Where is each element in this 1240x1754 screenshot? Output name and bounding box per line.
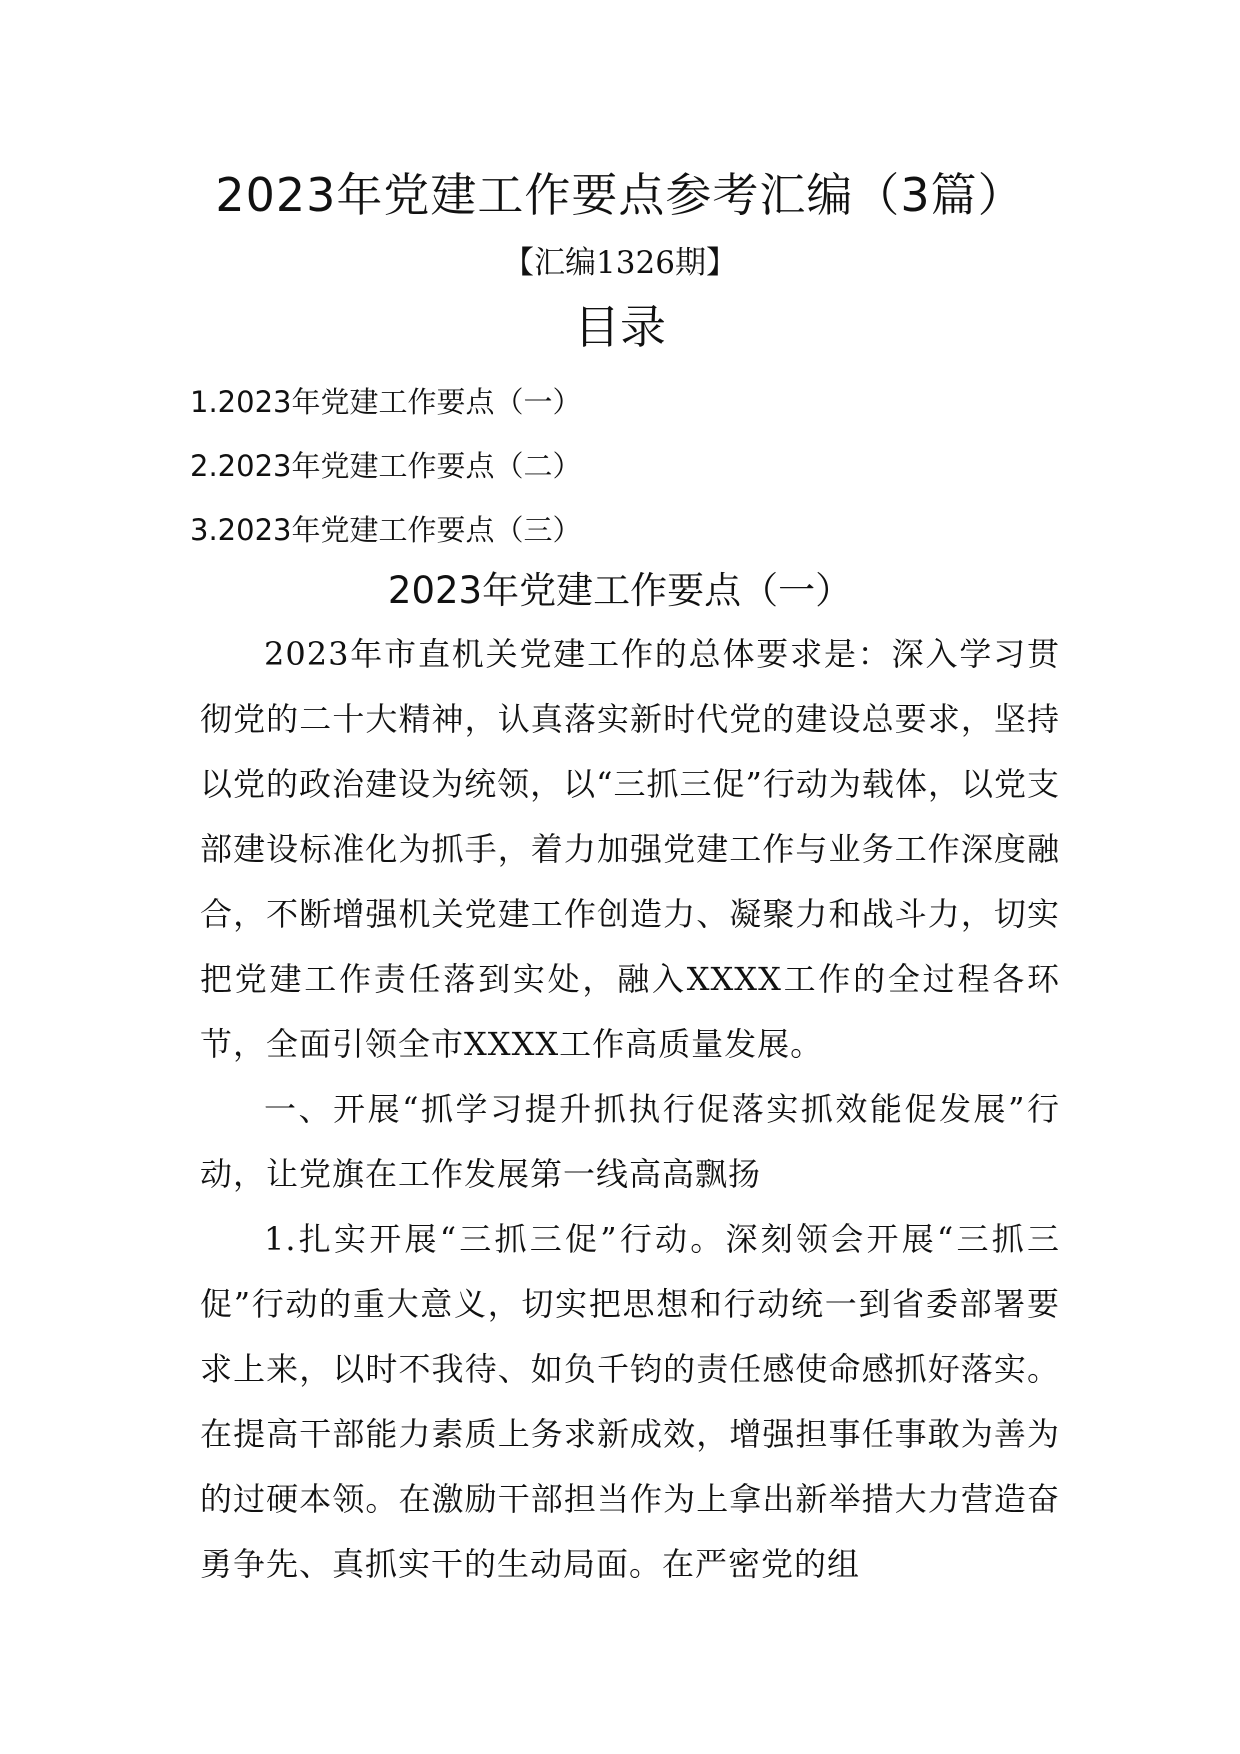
table-of-contents: [190, 370, 1090, 562]
toc-heading: 目录: [574, 300, 666, 354]
toc-item-2: 2.2023年党建工作要点（二）: [190, 449, 582, 483]
toc-item-3: 3.2023年党建工作要点（三）: [190, 513, 582, 547]
toc-item-1: 1.2023年党建工作要点（一）: [190, 385, 582, 419]
document-title: 2023年党建工作要点参考汇编（3篇）: [215, 168, 1025, 222]
paragraph-3: 1.扎实开展“三抓三促”行动。深刻领会开展“三抓三促”行动的重大意义，切实把思想和行动统一到省委部署要求上来，以时不我待、如负千钧的责任感使命感抓好落实。在提高干部能力素质上务求新成效，增强担事任事敢为善为的过硬本领。在激励干部担当作为上拿出新举措大力营造奋勇争先、真抓实干的生动局面。在严密党的组: [200, 1220, 1060, 1583]
section-title: 2023年党建工作要点（一）: [387, 569, 853, 612]
document-subtitle: 【汇编1326期】: [503, 245, 737, 281]
document-body: [200, 622, 1060, 1597]
paragraph-2: 一、开展“抓学习提升抓执行促落实抓效能促发展”行动，让党旗在工作发展第一线高高飘扬: [200, 1090, 1060, 1193]
paragraph-1: 2023年市直机关党建工作的总体要求是：深入学习贯彻党的二十大精神，认真落实新时代党的建设总要求，坚持以党的政治建设为统领，以“三抓三促”行动为载体，以党支部建设标准化为抓手，着力加强党建工作与业务工作深度融合，不断增强机关党建工作创造力、凝聚力和战斗力，切实把党建工作责任落到实处，融入XXXX工作的全过程各环节，全面引领全市XXXX工作高质量发展。: [200, 635, 1060, 1063]
